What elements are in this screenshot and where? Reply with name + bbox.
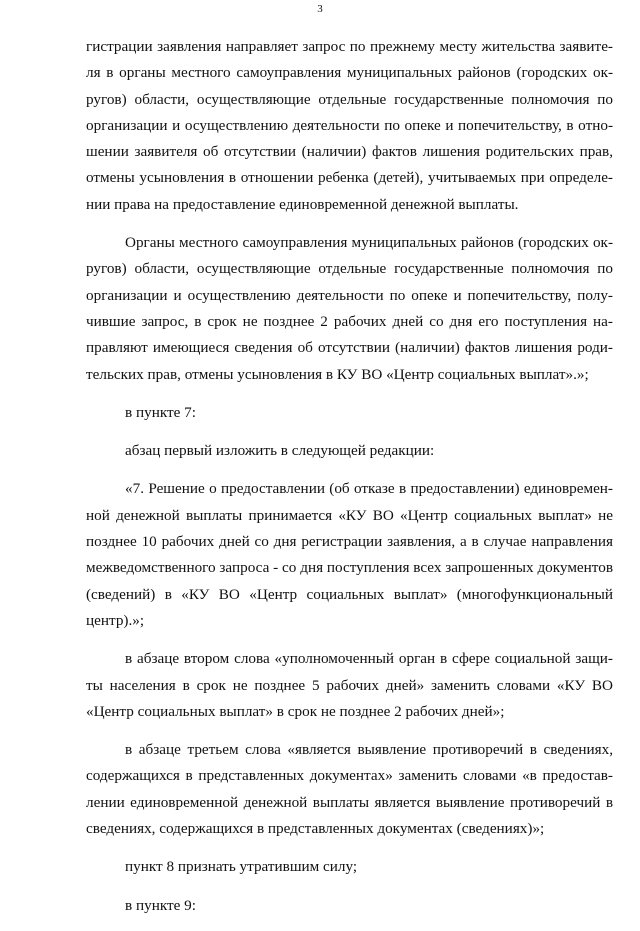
text-line: содержащихся в представленных документах» заменить словами «в предостав- bbox=[86, 767, 613, 785]
text-line: сведениях, содержащихся в представленных документах (сведениях)»; bbox=[86, 820, 545, 838]
text-line: отмены усыновления в отношении ребенка (детей), учитываемых при определе- bbox=[86, 169, 613, 187]
text-line: ля в органы местного самоуправления муниципальных районов (городских ок- bbox=[86, 64, 613, 82]
text-line: организации и осуществлению деятельности по опеке и попечительству, полу- bbox=[86, 286, 613, 304]
text-line: организации и осуществлению деятельности по опеке и попечительству, в отно- bbox=[86, 116, 613, 134]
text-line: «7. Решение о предоставлении (об отказе в предоставлении) единовремен- bbox=[125, 480, 613, 498]
text-line: Органы местного самоуправления муниципальных районов (городских ок- bbox=[125, 234, 613, 252]
paragraph-p1 bbox=[86, 34, 613, 218]
text-line: ной денежной выплаты принимается «КУ ВО «Центр социальных выплат» не bbox=[86, 506, 613, 524]
text-line: чившие запрос, в срок не позднее 2 рабочих дней со дня его поступления на- bbox=[86, 312, 613, 330]
text-line: шении заявителя об отсутствии (наличии) фактов лишения родительских прав, bbox=[86, 143, 613, 161]
text-line: ты населения в срок не позднее 5 рабочих дней» заменить словами «КУ ВО bbox=[86, 676, 613, 694]
text-line: центр).»; bbox=[86, 611, 145, 629]
text-line: гистрации заявления направляет запрос по прежнему месту жительства заявите- bbox=[86, 38, 613, 55]
paragraph-p7 bbox=[86, 737, 613, 842]
text-line: правляют имеющиеся сведения об отсутствии (наличии) фактов лишения роди- bbox=[86, 339, 613, 357]
text-line: (сведений) в «КУ ВО «Центр социальных выплат» (многофункциональный bbox=[86, 585, 613, 603]
text-line: в абзаце третьем слова «является выявление противоречий в сведениях, bbox=[125, 741, 613, 759]
paragraph-p4 bbox=[86, 438, 613, 464]
text-line: межведомственного запроса - со дня поступления всех запрошенных документов bbox=[86, 559, 613, 577]
text-line: в абзаце втором слова «уполномоченный орган в сфере социальной защи- bbox=[125, 650, 613, 668]
text-line: лении единовременной денежной выплаты является выявление противоречий в bbox=[86, 793, 613, 811]
paragraph-p9 bbox=[86, 893, 613, 919]
text-line: «Центр социальных выплат» в срок не позднее 2 рабочих дней»; bbox=[86, 702, 505, 720]
text-line: в пункте 7: bbox=[125, 403, 196, 421]
paragraph-p5 bbox=[86, 476, 613, 634]
text-line: в пункте 9: bbox=[125, 896, 196, 914]
text-line: пункт 8 признать утратившим силу; bbox=[125, 858, 358, 876]
text-line: позднее 10 рабочих дней со дня регистрации заявления, а в случае направления bbox=[86, 533, 613, 551]
page-number: 3 bbox=[317, 3, 323, 15]
text-line: нии права на предоставление единовременной денежной выплаты. bbox=[86, 195, 519, 213]
text-line: абзац первый изложить в следующей редакции: bbox=[125, 442, 435, 460]
paragraph-p6 bbox=[86, 646, 613, 725]
text-line: ругов) области, осуществляющие отдельные государственные полномочия по bbox=[86, 90, 613, 108]
paragraph-p3 bbox=[86, 400, 613, 426]
paragraph-p8 bbox=[86, 854, 613, 880]
text-line: ругов) области, осуществляющие отдельные государственные полномочия по bbox=[86, 260, 613, 278]
text-line: тельских прав, отмены усыновления в КУ ВО «Центр социальных выплат».»; bbox=[86, 365, 589, 383]
paragraph-p2 bbox=[86, 230, 613, 388]
document-body bbox=[86, 34, 613, 931]
